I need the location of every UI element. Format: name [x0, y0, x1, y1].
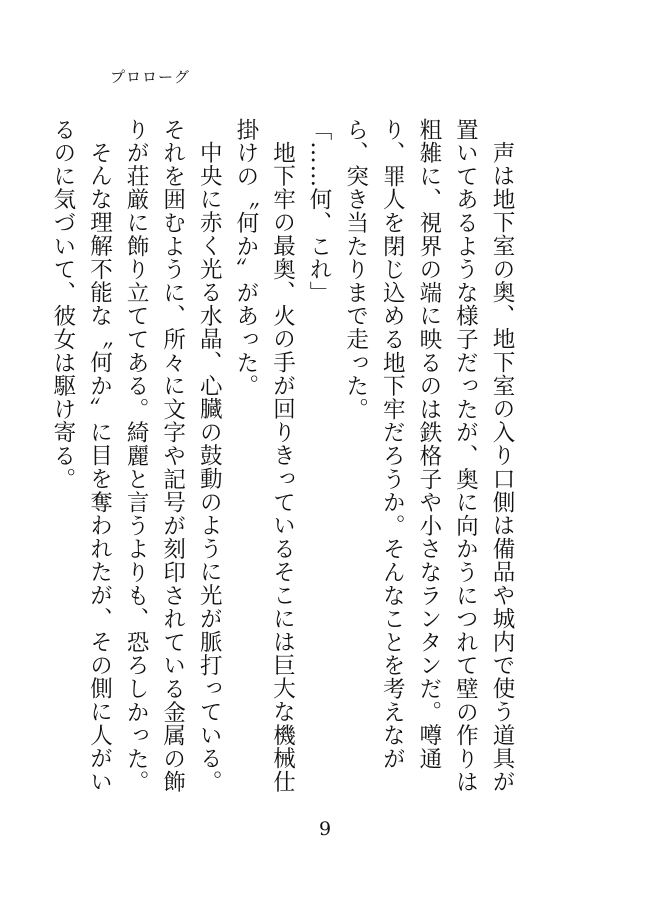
paragraph-5: そんな理解不能な〝何か〟に目を奪われたが、その側に人がいるのに気づいて、彼女は駆け寄る。 [49, 118, 113, 793]
vertical-body-text [49, 118, 520, 808]
paragraph-4: 中央に赤く光る水晶、心臓の鼓動のように光が脈打っている。それを囲むように、所々に文字や記号が刻印されている金属の飾りが荘厳に飾り立ててある。綺麗と言うよりも、恐ろしかった。 [123, 118, 223, 794]
paragraph-1: 声は地下室の奥、地下室の入り口側は備品や城内で使う道具が置いてあるような様子だったが、奥に向かうにつれて壁の作りは粗雑に、視界の端に映るのは鉄格子や小さなランタンだ。噂通り、罪人を閉じ込める地下牢だろうか。そんなことを考えながら、突き当たりまで走った。 [342, 118, 515, 794]
paragraph-3: 地下牢の最奥、火の手が回りきっているそこには巨大な機械仕掛けの〝何か〟があった。 [232, 118, 296, 793]
page-number: 9 [318, 818, 332, 840]
running-header-title: プロローグ [110, 68, 191, 86]
paragraph-2-dialogue: 「……何、これ」 [306, 118, 333, 305]
